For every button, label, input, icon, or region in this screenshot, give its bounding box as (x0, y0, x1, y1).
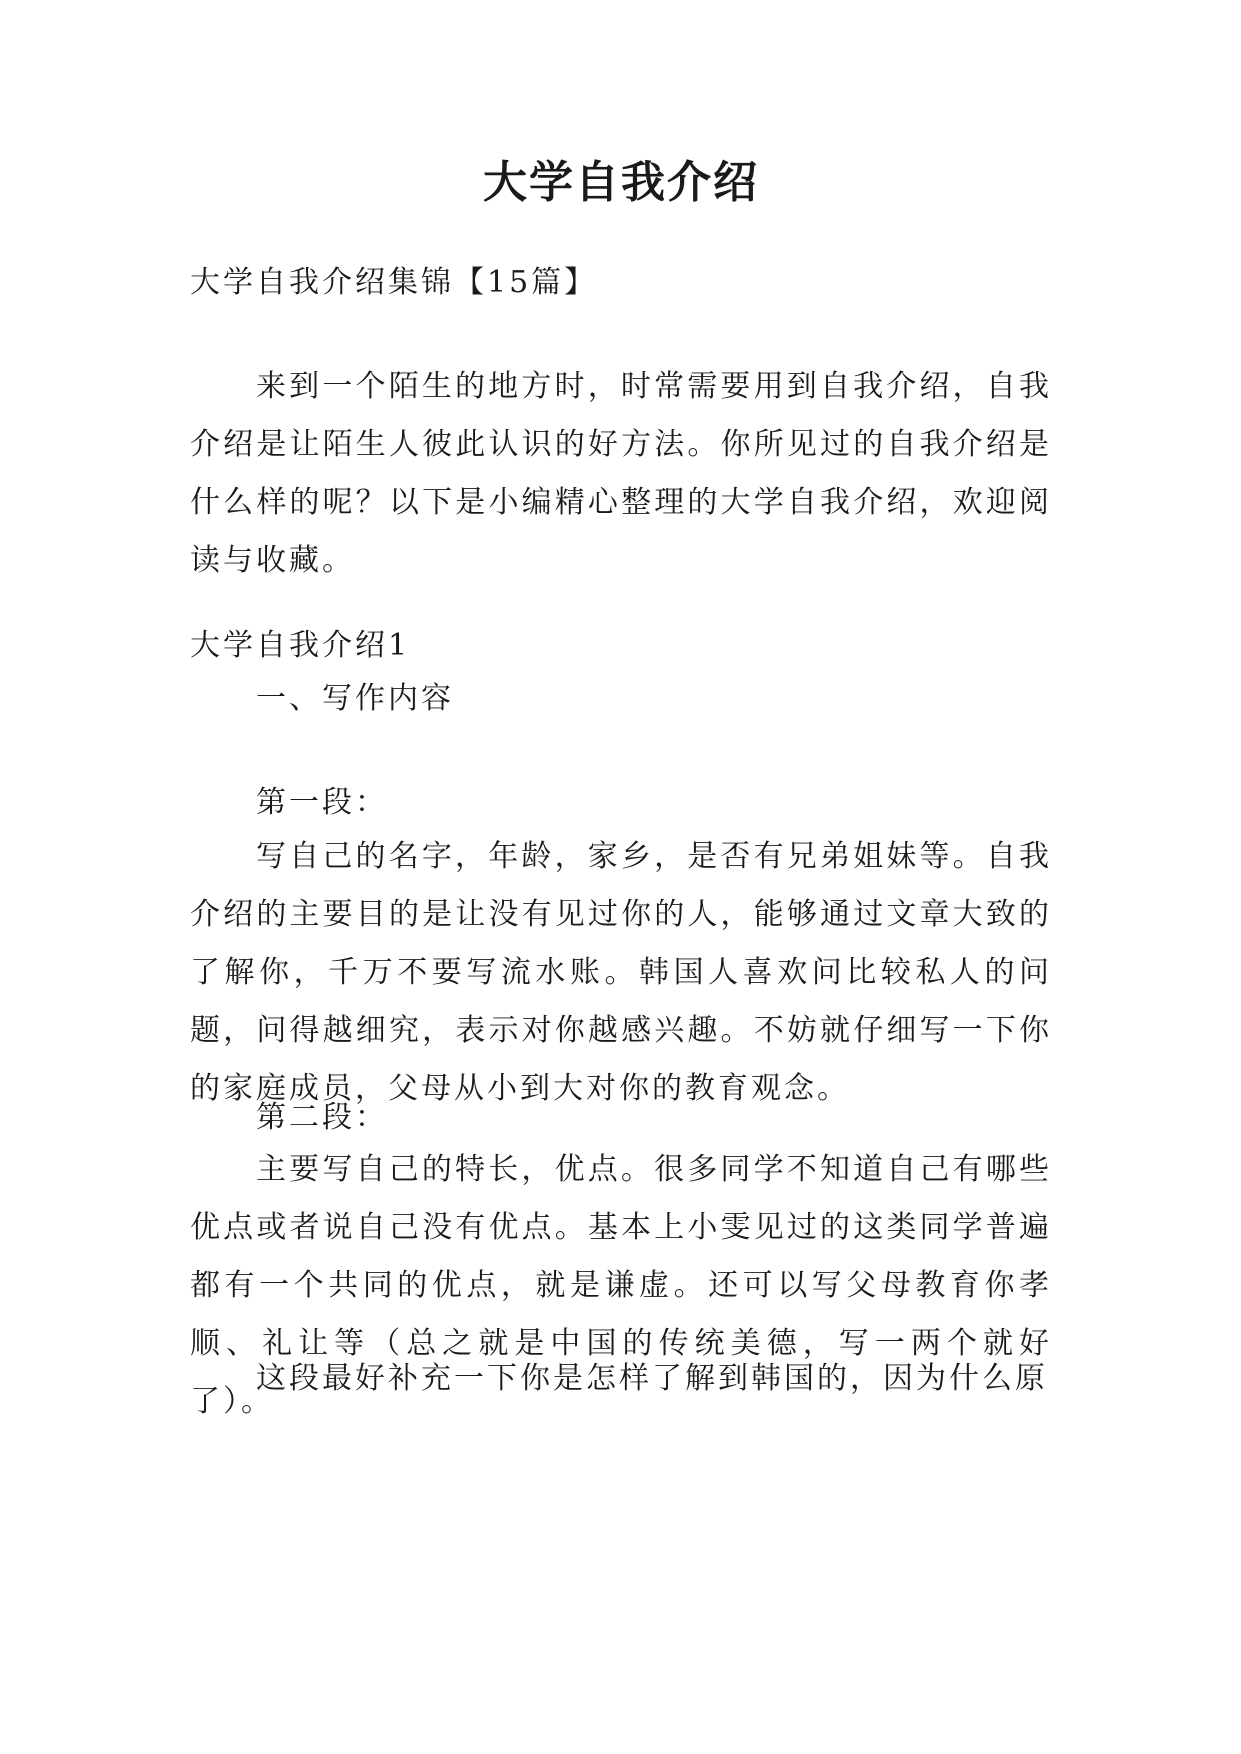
document-title: 大学自我介绍 (483, 157, 759, 208)
document-subtitle: 大学自我介绍集锦【15篇】 (190, 265, 598, 300)
outline-item: 一、写作内容 (256, 681, 454, 716)
paragraph-body-3: 这段最好补充一下你是怎样了解到韩国的，因为什么原 (256, 1361, 1048, 1396)
paragraph-body-2: 主要写自己的特长，优点。很多同学不知道自己有哪些优点或者说自己没有优点。基本上小雯见过的这类同学普遍都有一个共同的优点，就是谦虚。还可以写父母教育你孝顺、礼让等（总之就是中国的传统美德，写一两个就好了）。 (190, 1152, 1052, 1419)
section-heading: 大学自我介绍1 (190, 628, 411, 663)
paragraph-body-1: 写自己的名字，年龄，家乡，是否有兄弟姐妹等。自我介绍的主要目的是让没有见过你的人，能够通过文章大致的了解你，千万不要写流水账。韩国人喜欢问比较私人的问题，问得越细究，表示对你越感兴趣。不妨就仔细写一下你的家庭成员，父母从小到大对你的教育观念。 (190, 839, 1052, 1106)
paragraph-label-1: 第一段： (256, 785, 388, 820)
intro-paragraph: 来到一个陌生的地方时，时常需要用到自我介绍，自我介绍是让陌生人彼此认识的好方法。你所见过的自我介绍是什么样的呢？以下是小编精心整理的大学自我介绍，欢迎阅读与收藏。 (190, 369, 1052, 578)
paragraph-label-2: 第二段： (256, 1100, 388, 1135)
